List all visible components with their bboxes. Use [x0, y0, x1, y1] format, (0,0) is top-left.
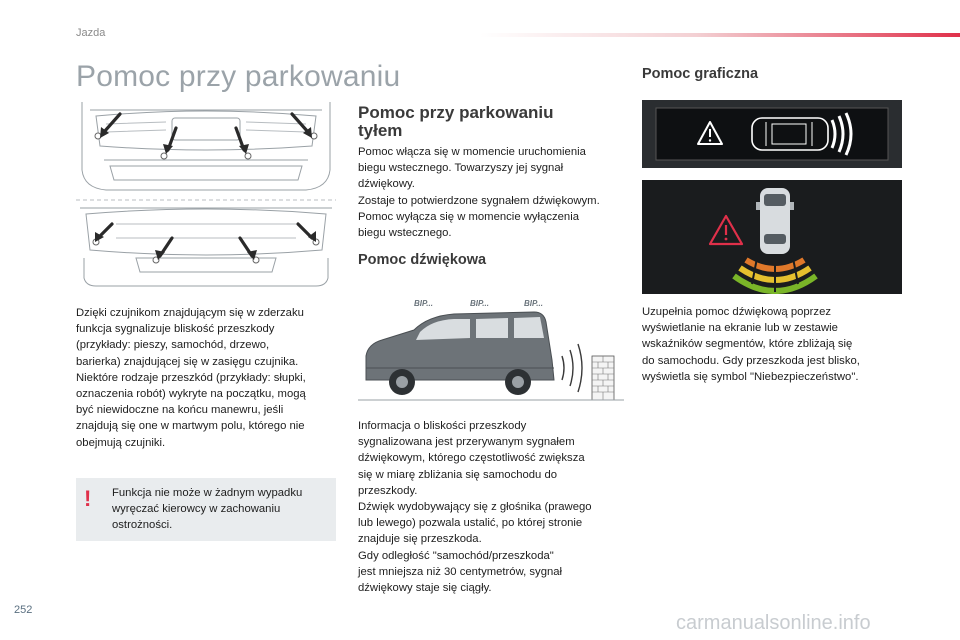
audio-assist-line: sygnalizowana jest przerywanym sygnałem [358, 436, 575, 449]
section-header: Jazda [76, 27, 106, 39]
van-audio-drawing [358, 286, 624, 408]
intro-line: być niewidoczne na końcu manewru, jeśli [76, 404, 284, 417]
display-parking-drawing [642, 180, 902, 294]
bumper-sensors-drawing [76, 100, 336, 296]
warning-text [112, 485, 327, 534]
visual-assist-heading: Pomoc graficzna [642, 66, 759, 82]
audio-assist-line: jest mniejsza niż 30 centymetrów, sygnał [358, 565, 563, 578]
rear-assist-line: Pomoc włącza się w momencie uruchomienia [358, 146, 586, 158]
intro-line: funkcja sygnalizuje bliskość przeszkody [76, 323, 275, 336]
audio-assist-line: Informacja o bliskości przeszkody [358, 420, 527, 432]
warning-box [76, 478, 336, 541]
audio-assist-line: Gdy odległość "samochód/przeszkoda" [358, 549, 554, 562]
audio-assist-line: lub lewego) pozwala ustalić, po której stronie [358, 517, 583, 530]
visual-assist-line: wyświetla się symbol "Niebezpieczeństwo". [642, 370, 859, 383]
intro-line: barierka) znajdującej się w zasięgu czujnika. [76, 355, 299, 368]
audio-assist-line: Dźwięk wydobywający się z głośnika (prawego [358, 501, 592, 514]
audio-assist-line: znajduje się przeszkoda. [358, 533, 482, 546]
rear-assist-line: biegu wstecznego. [358, 227, 452, 240]
beep-label: BIP... [524, 299, 543, 308]
watermark: carmanualsonline.info [676, 612, 871, 634]
audio-assist-paragraph [358, 418, 628, 596]
page-title: Pomoc przy parkowaniu [76, 60, 401, 93]
warning-exclamation-icon: ! [84, 486, 92, 511]
display-screen-top [642, 100, 902, 168]
header-accent-bar [480, 33, 960, 37]
display-top-drawing [642, 100, 902, 168]
visual-assist-line: wskaźników segmentów, które zbliżają się [642, 338, 853, 351]
audio-assist-line: się w miarę zbliżania się samochodu do [358, 468, 558, 481]
rear-assist-heading-line: Pomoc przy parkowaniu [358, 103, 554, 122]
rear-assist-line: biegu wstecznego. Towarzyszy jej sygnał [358, 162, 564, 175]
visual-assist-paragraph [642, 304, 904, 385]
beep-label: BIP... [470, 299, 489, 308]
rear-assist-heading-line: tyłem [358, 121, 403, 140]
visual-assist-line: Uzupełnia pomoc dźwiękową poprzez [642, 306, 832, 318]
warning-line: Funkcja nie może w żadnym wypadku [112, 487, 303, 499]
visual-assist-line: do samochodu. Gdy przeszkoda jest blisko, [642, 354, 860, 367]
intro-paragraph [76, 305, 341, 451]
intro-line: oznaczenia robót) wykryte na początku, mogą [76, 388, 306, 401]
warning-line: ostrożności. [112, 519, 173, 532]
rear-assist-line: dźwiękowy. [358, 178, 415, 191]
intro-line: (przykłady: pieszy, samochód, drzewo, [76, 339, 270, 352]
page-number: 252 [14, 604, 33, 616]
audio-assist-line: przeszkody. [358, 484, 418, 497]
intro-line: znajdują się one w martwym polu, którego nie [76, 420, 305, 433]
audio-assist-heading: Pomoc dźwiękowa [358, 252, 487, 268]
intro-line: obejmują czujniki. [76, 436, 166, 449]
rear-assist-line: Pomoc wyłącza się w momencie wyłączenia [358, 210, 579, 223]
rear-assist-line: Zostaje to potwierdzone sygnałem dźwiękowym. [358, 194, 600, 207]
visual-assist-line: wyświetlanie na ekranie lub w zestawie [642, 322, 838, 335]
intro-line: Niektóre rodzaje przeszkód (przykłady: słupki, [76, 371, 306, 384]
audio-assist-line: dźwiękowym, którego częstotliwość zwiększa [358, 452, 585, 465]
intro-line: Dzięki czujnikom znajdującym się w zderzaku [76, 307, 304, 319]
van-audio-illustration [358, 286, 624, 408]
display-screen-parking [642, 180, 902, 294]
beep-label: BIP... [414, 299, 433, 308]
bumper-sensors-illustration [76, 100, 336, 296]
audio-assist-line: dźwiękowy staje się ciągły. [358, 582, 492, 595]
warning-line: wyręczać kierowcy w zachowaniu [112, 503, 281, 516]
rear-assist-heading [358, 104, 628, 140]
rear-assist-paragraph [358, 144, 628, 241]
